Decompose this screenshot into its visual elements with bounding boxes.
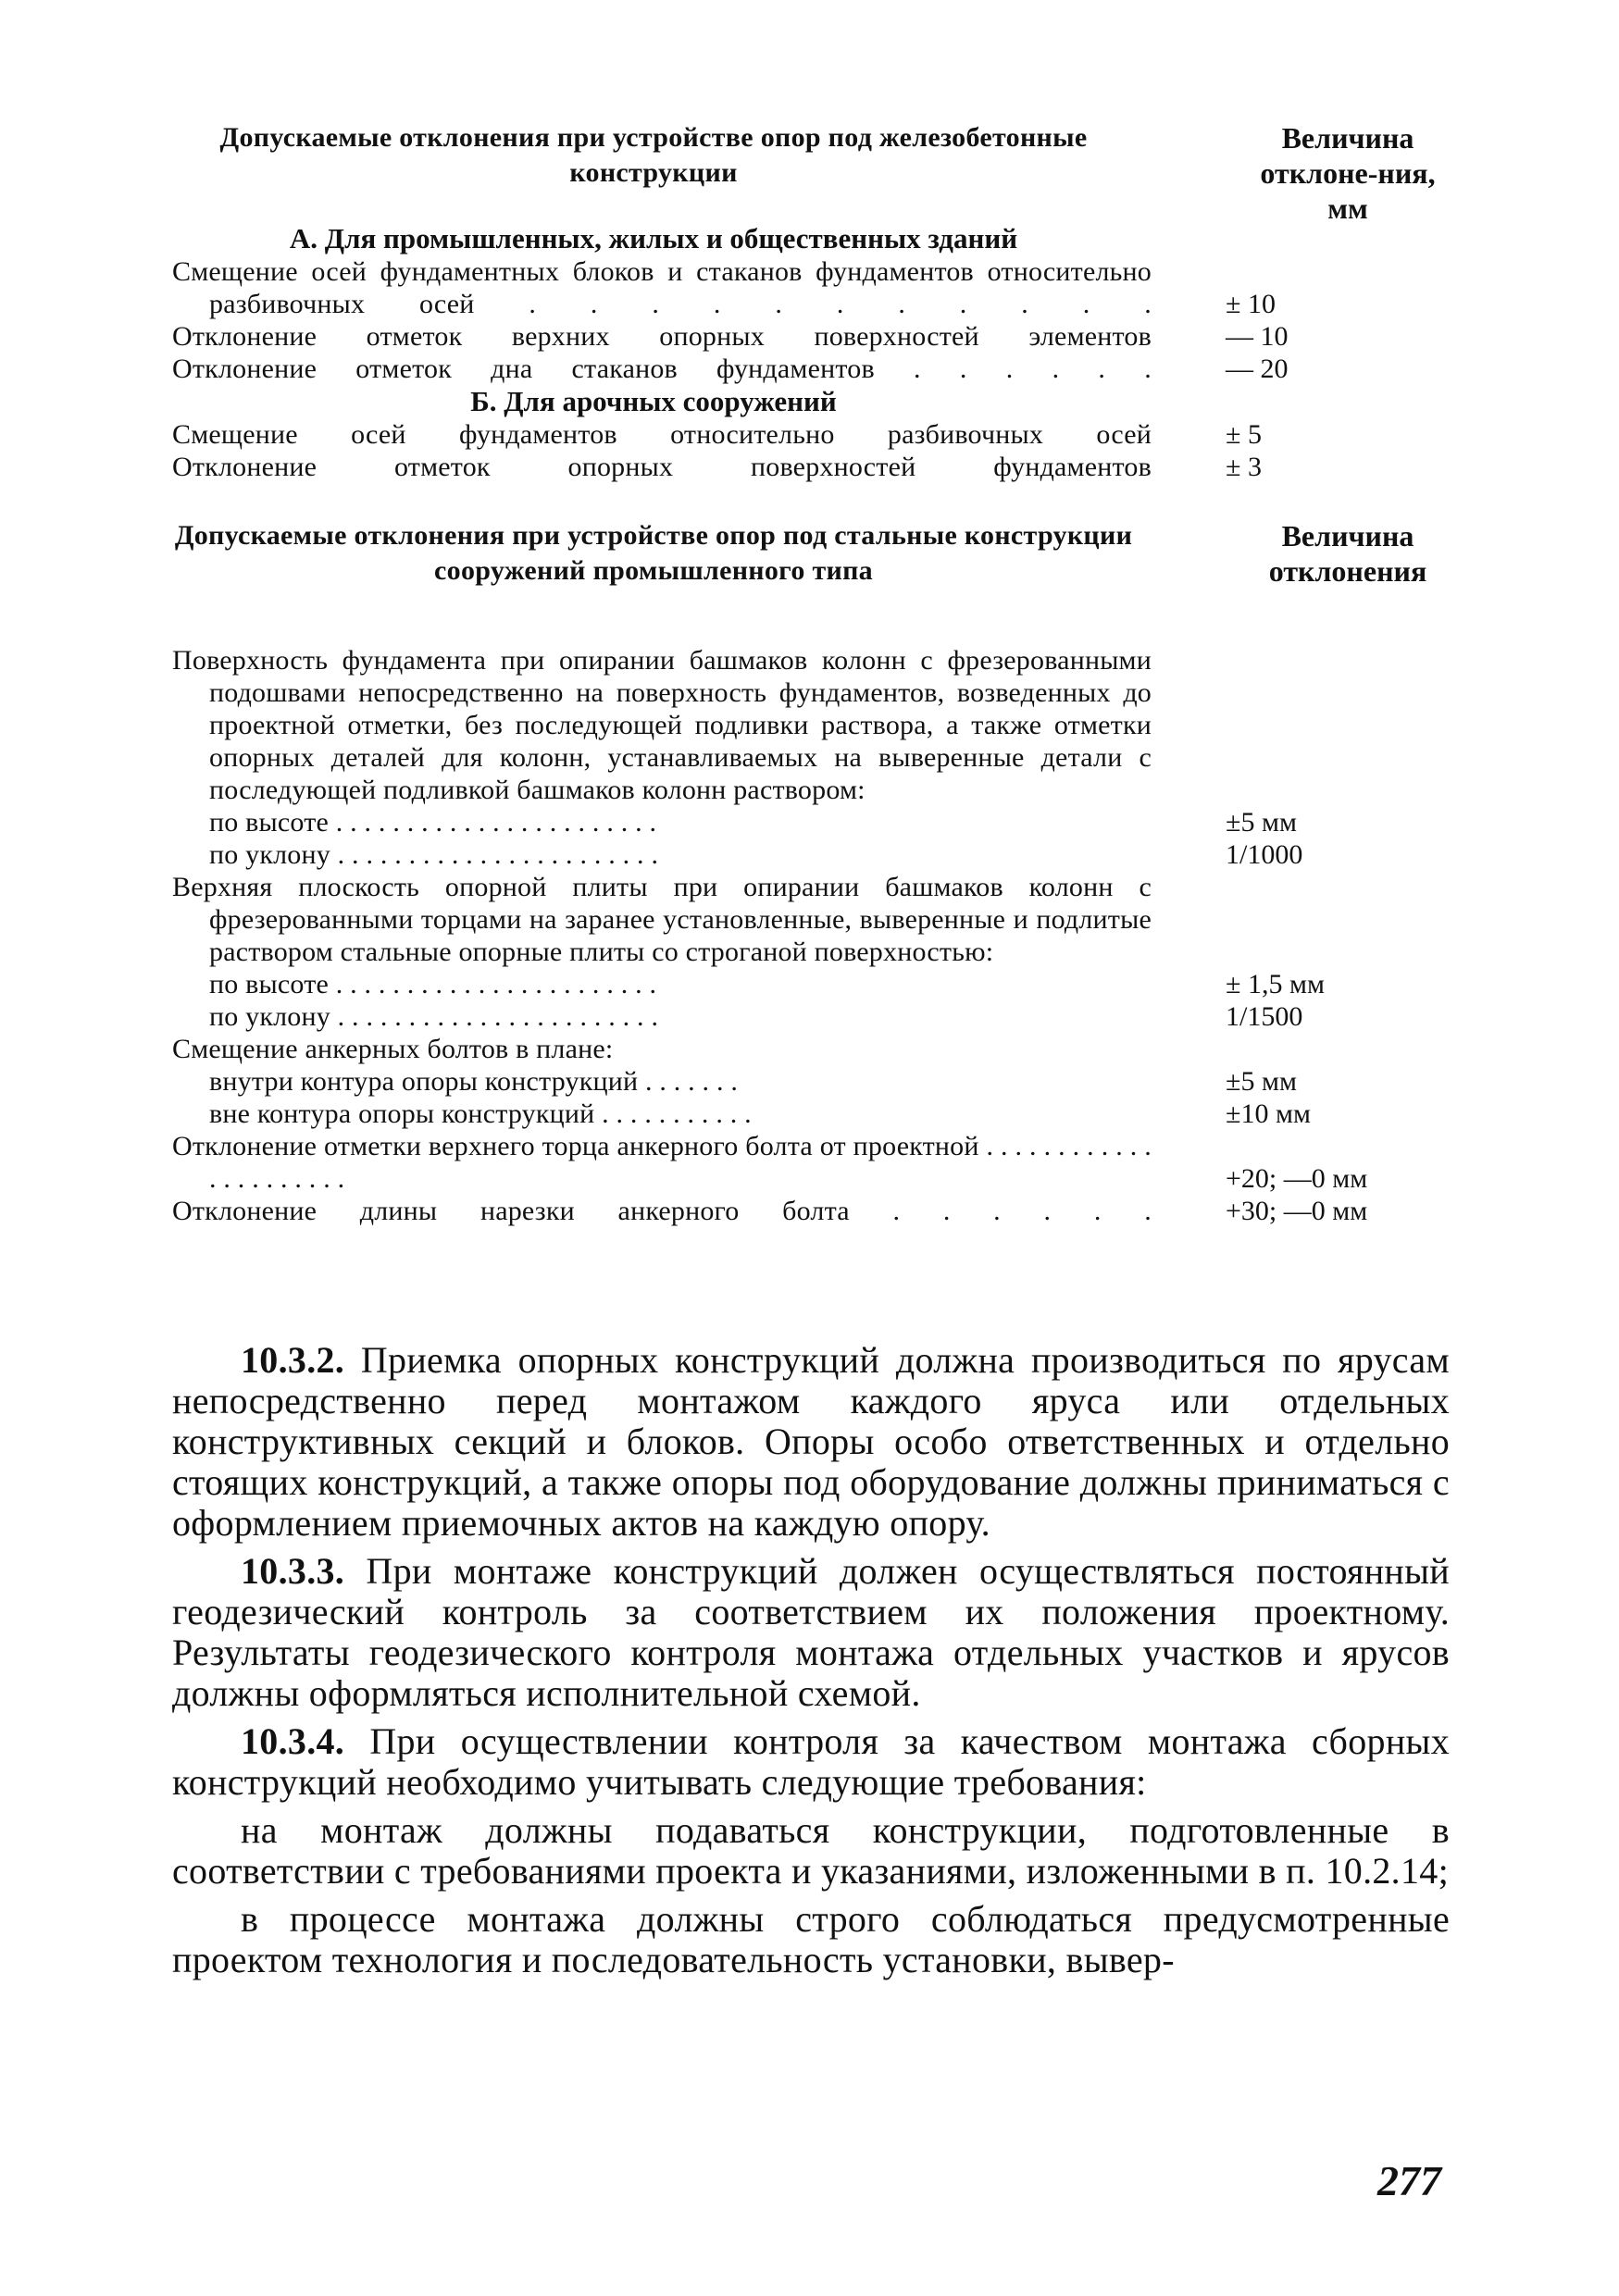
table-title: Допускаемые отклонения при устройстве опор под железобетонные конструкции [219,122,1088,188]
table-row [172,644,1450,806]
tolerance-table-concrete [172,120,1450,483]
row-value: 1/1500 [1226,1001,1303,1032]
table-title: Допускаемые отклонения при устройстве опор под стальные конструкции сооружений промышленного типа [174,520,1133,586]
table-row [172,1065,1450,1098]
row-text: Смещение анкерных болтов в плане: [172,1034,614,1064]
row-value: ±10 мм [1226,1098,1311,1129]
row-text: Отклонение отметок опорных поверхностей фундаментов [172,452,1152,482]
section-heading-b: Б. Для арочных сооружений [470,385,837,417]
row-subtext: по уклону . . . . . . . . . . . . . . . . . . . . . . . [209,1001,659,1032]
row-value: +20; —0 мм [1226,1163,1368,1194]
body-text [172,1340,1450,1980]
row-subtext: по высоте . . . . . . . . . . . . . . . . . . . . . . . [209,807,657,838]
table-row [172,968,1450,1000]
table-row [172,353,1450,385]
tolerance-table-steel [172,518,1450,1227]
clause-number: 10.3.4. [241,1720,345,1762]
table-row [172,871,1450,968]
row-text: Смещение осей фундаментов относительно разбивочных осей [172,419,1152,450]
paragraph-list-item [172,1810,1450,1892]
table-row [172,255,1450,320]
row-value: 1/1000 [1226,839,1303,870]
row-text: Отклонение отметок дна стаканов фундаментов . . . . . . [172,354,1152,384]
page-number: 277 [1377,2157,1441,2204]
row-value: ±5 мм [1226,1066,1297,1097]
row-value: ± 10 [1226,289,1276,319]
row-value: — 20 [1226,354,1289,384]
paragraph-list-item [172,1899,1450,1980]
paragraph-text: При монтаже конструкций должен осуществляться постоянный геодезический контроль за соответствием их положения проектному. Результаты геодезического контроля монтажа отдельных участков и ярусов должны оформляться исполнительной схемой. [172,1550,1450,1714]
table-row [172,838,1450,871]
table-row [172,1195,1450,1227]
clause-number: 10.3.2. [241,1339,345,1381]
table-row [172,1130,1450,1195]
row-subtext: внутри контура опоры конструкций . . . . . . . [209,1066,739,1097]
row-value: ± 3 [1226,452,1262,482]
paragraph-text: Приемка опорных конструкций должна производиться по ярусам непосредственно перед монтажом каждого яруса или отдельных конструктивных секций и блоков. Опоры особо ответственных и отдельно стоящих конструкций, а также опоры под оборудование должны приниматься с оформлением приемочных актов на каждую опору. [172,1339,1450,1544]
row-value: ± 1,5 мм [1226,969,1325,999]
row-subtext: вне контура опоры конструкций . . . . . . . . . . . [209,1098,752,1129]
paragraph-10-3-2 [172,1340,1450,1544]
table-header [172,120,1450,226]
row-text: Отклонение длины нарезки анкерного болта . . . . . . [172,1196,1152,1226]
row-text: Отклонение отметки верхнего торца анкерного болта от проектной . . . . . . . . . . . . . . . . . . . . . . [172,1131,1152,1194]
paragraph-text: в процессе монтажа должны строго соблюдаться предусмотренные проектом технология и последовательность установки, вывер- [172,1898,1450,1980]
row-value: +30; —0 мм [1226,1196,1368,1226]
table-row [172,806,1450,838]
table-row [172,1098,1450,1130]
row-text: Поверхность фундамента при опирании башмаков колонн с фрезерованными подошвами непосредственно на поверхность фундаментов, возведенных до проектной отметки, без последующей подливки раствора, а также отметки опорных деталей для колонн, устанавливаемых на выверенные детали с последующей подливкой башмаков колонн раствором: [172,645,1152,805]
row-subtext: по уклону . . . . . . . . . . . . . . . . . . . . . . . [209,839,659,870]
row-text: Верхняя плоскость опорной плиты при опирании башмаков колонн с фрезерованными торцами на заранее установленные, выверенные и подлитые раствором стальные опорные плиты со строганой поверхностью: [172,872,1152,967]
row-value: ±5 мм [1226,807,1297,838]
paragraph-text: на монтаж должны подаваться конструкции, подготовленные в соответствии с требованиями проекта и указаниями, изложенными в п. 10.2.14; [172,1809,1450,1892]
table-row [172,451,1450,483]
table-row [172,418,1450,451]
table-row [172,1033,1450,1065]
table-row [172,1000,1450,1033]
row-value: — 10 [1226,321,1289,352]
paragraph-10-3-4 [172,1721,1450,1803]
row-subtext: по высоте . . . . . . . . . . . . . . . . . . . . . . . [209,969,657,999]
row-text: Смещение осей фундаментных блоков и стаканов фундаментов относительно разбивочных осей . . . . . . . . . . . [172,256,1152,319]
table-row [172,320,1450,353]
value-column-header: Величина отклоне-ния, мм [1260,121,1436,225]
paragraph-10-3-3 [172,1551,1450,1714]
paragraph-text: При осуществлении контроля за качеством монтажа сборных конструкций необходимо учитывать следующие требования: [172,1720,1450,1803]
clause-number: 10.3.3. [241,1550,345,1592]
section-heading-a: А. Для промышленных, жилых и общественных зданий [289,222,1018,254]
value-column-header: Величина отклонения [1268,519,1427,588]
row-text: Отклонение отметок верхних опорных поверхностей элементов [172,321,1152,352]
row-value: ± 5 [1226,419,1262,450]
table-header [172,518,1450,589]
